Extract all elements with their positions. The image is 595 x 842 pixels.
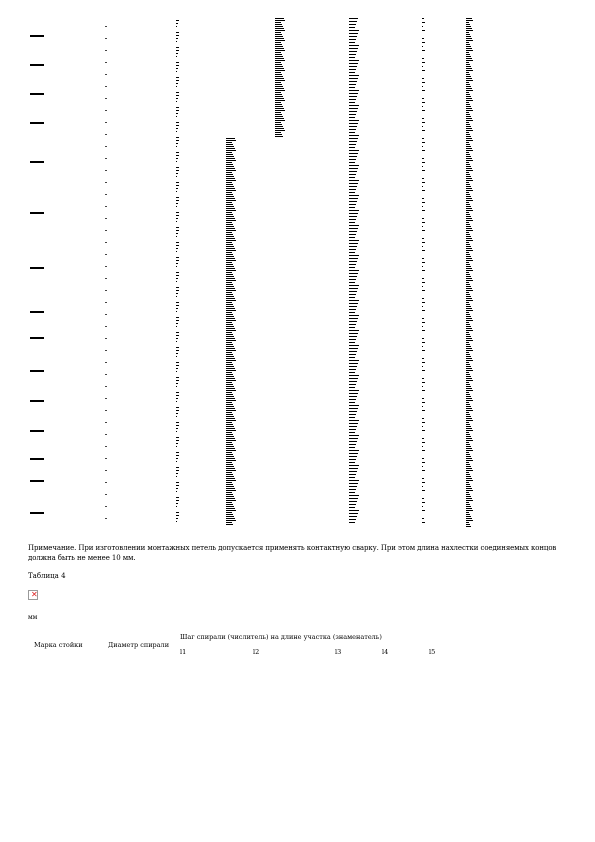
cell-mark xyxy=(105,158,107,159)
row-label-mark xyxy=(30,64,44,66)
column-marks-6 xyxy=(349,18,359,525)
unit-label: мм xyxy=(28,614,38,621)
row-label-mark xyxy=(30,161,44,163)
cell-mark xyxy=(105,218,107,219)
cell-mark xyxy=(105,122,107,123)
cell-mark xyxy=(105,26,107,27)
cell-mark xyxy=(105,194,107,195)
row-label-mark xyxy=(30,93,44,95)
cell-mark xyxy=(105,518,107,519)
cell-mark xyxy=(105,62,107,63)
cell-mark xyxy=(105,38,107,39)
cell-mark xyxy=(105,110,107,111)
cell-mark xyxy=(105,386,107,387)
cell-mark xyxy=(105,446,107,447)
cell-mark xyxy=(105,74,107,75)
cell-mark xyxy=(105,134,107,135)
cell-mark xyxy=(105,254,107,255)
header-l5: l5 xyxy=(429,648,436,656)
row-label-mark xyxy=(30,212,44,214)
header-spiral-diameter: Диаметр спирали xyxy=(108,641,170,649)
cell-mark xyxy=(105,410,107,411)
cell-mark xyxy=(105,230,107,231)
cell-mark xyxy=(105,170,107,171)
cell-mark xyxy=(105,326,107,327)
table-caption: Таблица 4 xyxy=(28,572,66,580)
column-marks-8 xyxy=(466,18,473,528)
cell-mark xyxy=(105,86,107,87)
header-l1: l1 xyxy=(180,648,187,656)
cell-mark xyxy=(105,434,107,435)
cell-mark xyxy=(105,206,107,207)
header-stand-mark: Марка стойки xyxy=(34,641,83,649)
cell-mark xyxy=(105,506,107,507)
row-label-mark xyxy=(30,337,44,339)
cell-mark xyxy=(105,146,107,147)
cell-mark xyxy=(105,398,107,399)
cell-mark xyxy=(105,278,107,279)
cell-mark xyxy=(105,458,107,459)
row-label-mark xyxy=(30,122,44,124)
column-marks-5 xyxy=(275,18,285,138)
row-label-mark xyxy=(30,512,44,514)
row-label-mark xyxy=(30,311,44,313)
cell-mark xyxy=(105,182,107,183)
row-label-mark xyxy=(30,430,44,432)
cell-mark xyxy=(105,314,107,315)
cell-mark xyxy=(105,350,107,351)
cell-mark xyxy=(105,290,107,291)
row-label-mark xyxy=(30,480,44,482)
cell-mark xyxy=(105,302,107,303)
note-paragraph: Примечание. При изготовлении монтажных петель допускается применять контактную сварку. При этом длина нахлестки соединяемых концов должна быть не менее 10 мм. xyxy=(28,544,557,562)
row-label-mark xyxy=(30,400,44,402)
row-label-mark xyxy=(30,370,44,372)
cell-mark xyxy=(105,98,107,99)
column-marks-7 xyxy=(422,18,425,526)
cell-mark xyxy=(105,422,107,423)
header-l4: l4 xyxy=(382,648,389,656)
column-marks-3 xyxy=(176,20,179,524)
header-spiral-pitch-group: Шаг спирали (числитель) на длине участка (знаменатель) xyxy=(180,633,382,641)
header-l3: l3 xyxy=(335,648,342,656)
cell-mark xyxy=(105,470,107,471)
cell-mark xyxy=(105,482,107,483)
cell-mark xyxy=(105,338,107,339)
cell-mark xyxy=(105,266,107,267)
row-label-mark xyxy=(30,458,44,460)
cell-mark xyxy=(105,362,107,363)
cell-mark xyxy=(105,242,107,243)
cell-mark xyxy=(105,50,107,51)
row-label-mark xyxy=(30,35,44,37)
row-label-mark xyxy=(30,267,44,269)
cell-mark xyxy=(105,494,107,495)
column-marks-4 xyxy=(226,138,236,526)
cell-mark xyxy=(105,374,107,375)
header-l2: l2 xyxy=(253,648,260,656)
broken-image-icon: ✕ xyxy=(28,590,38,600)
